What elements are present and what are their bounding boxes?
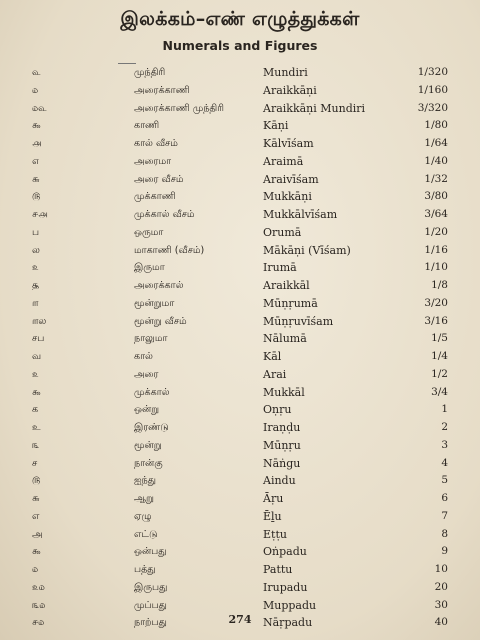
- transliteration: Āṛu: [263, 492, 284, 505]
- transliteration: Araikkāl: [263, 279, 310, 292]
- table-row: [0, 117, 480, 135]
- tamil-numeral: ௬: [32, 493, 40, 504]
- transliteration: Nālumā: [263, 332, 307, 346]
- tamil-word: முக்கால் வீசம்: [134, 209, 195, 220]
- table-row: [0, 366, 480, 384]
- tamil-word: அரை வீசம்: [134, 173, 184, 185]
- transliteration: Mākāṇi (Vīśam): [263, 243, 351, 257]
- tamil-word: நாற்பது: [134, 617, 167, 629]
- numeric-value: 1/40: [424, 154, 448, 167]
- table-row: [0, 153, 480, 171]
- tamil-numeral: உ: [32, 422, 41, 433]
- numeric-value: 3/80: [424, 190, 448, 203]
- transliteration: Muppadu: [263, 598, 317, 612]
- tamil-word: கால் வீசம்: [134, 138, 178, 149]
- tamil-numeral: ௰: [32, 564, 39, 575]
- table-row: [0, 82, 480, 100]
- page-title-english: Numerals and Figures: [162, 38, 318, 53]
- table-row: [0, 543, 480, 561]
- table-row: [0, 579, 480, 597]
- tamil-word: கால்: [134, 351, 153, 362]
- table-row: [0, 490, 480, 508]
- tamil-numeral: ௪௰: [32, 617, 45, 629]
- table-row: [0, 561, 480, 579]
- numeric-value: 1/2: [431, 367, 448, 380]
- numeric-value: 1/10: [424, 261, 448, 274]
- numeric-value: 3/16: [424, 314, 448, 327]
- numeric-value: 30: [434, 598, 448, 611]
- tamil-word: முக்கால்: [134, 386, 170, 398]
- numeric-value: 3/320: [417, 101, 448, 114]
- table-row: [0, 259, 480, 277]
- tamil-word: அரைமா: [134, 155, 172, 167]
- numeric-value: 1: [441, 403, 448, 416]
- numeric-value: 1/8: [431, 279, 448, 291]
- table-row: [0, 242, 480, 260]
- table-row: [0, 64, 480, 82]
- tamil-numeral: ௩௰: [32, 599, 46, 611]
- numeric-value: 1/64: [424, 137, 448, 149]
- numeric-value: 1/320: [417, 66, 448, 78]
- table-row: [0, 526, 480, 544]
- page-number: 274: [228, 613, 252, 626]
- table-row: [0, 295, 480, 313]
- transliteration: Araimā: [263, 154, 304, 168]
- transliteration: Ēḻu: [263, 509, 282, 523]
- transliteration: Oṅpadu: [263, 545, 307, 559]
- table-row: [0, 508, 480, 526]
- table-row: [0, 455, 480, 473]
- transliteration: Irupadu: [263, 580, 308, 594]
- transliteration: Nāṅgu: [263, 456, 301, 470]
- numeric-value: 20: [434, 580, 448, 593]
- transliteration: Irumā: [263, 261, 297, 275]
- tamil-numeral: ௳: [32, 67, 41, 78]
- transliteration: Orumā: [263, 225, 302, 239]
- tamil-word: பத்து: [134, 564, 156, 575]
- transliteration: Iraṇḍu: [263, 421, 301, 434]
- transliteration: Mūṇṛu: [263, 438, 301, 452]
- tamil-numeral: ௩: [32, 439, 40, 451]
- transliteration: Mukkālvīśam: [263, 208, 338, 221]
- transliteration: Aindu: [263, 474, 296, 488]
- transliteration: Mūṇṛuvīśam: [263, 314, 334, 328]
- table-row: [0, 100, 480, 118]
- numeric-value: 3/20: [424, 296, 448, 309]
- tamil-numeral: ௫: [32, 475, 41, 487]
- tamil-numeral: ௨: [32, 368, 39, 380]
- table-row: [0, 472, 480, 490]
- numeric-value: 1/5: [431, 332, 448, 345]
- table-row: [0, 597, 480, 615]
- tamil-numeral: அ: [32, 528, 43, 540]
- tamil-word: நாலுமா: [134, 333, 168, 345]
- transliteration: Mundiri: [263, 66, 308, 79]
- tamil-numeral: ல: [32, 244, 40, 256]
- transliteration: Kālvīśam: [263, 137, 314, 150]
- transliteration: Oṇṛu: [263, 403, 292, 417]
- tamil-word: மூன்று: [134, 439, 162, 451]
- table-row: [0, 135, 480, 153]
- tamil-numeral: ௪௮: [32, 209, 48, 220]
- tamil-word: மூன்றுமா: [134, 297, 175, 309]
- table-row: [0, 401, 480, 419]
- tamil-numeral: ௱: [32, 297, 39, 309]
- tamil-word: ஒருமா: [134, 226, 164, 238]
- tamil-numeral: ௱ல: [32, 315, 47, 327]
- numeric-value: 5: [441, 474, 448, 487]
- tamil-numeral: ௲: [32, 280, 40, 291]
- tamil-numeral: ௯: [32, 120, 41, 132]
- numeric-value: 7: [441, 509, 448, 522]
- table-row: [0, 384, 480, 402]
- tamil-numeral: எ: [32, 510, 40, 522]
- tamil-word: இருமா: [134, 262, 165, 274]
- transliteration: Nāṛpadu: [263, 616, 313, 630]
- page-title-tamil: இலக்கம்–எண் எழுத்துக்கள்: [120, 8, 360, 30]
- numeric-value: 3/4: [431, 385, 448, 398]
- tamil-numeral: ௮: [32, 138, 42, 149]
- tamil-word: ஐந்து: [134, 475, 156, 487]
- tamil-word: அரைக்கால்: [134, 280, 184, 291]
- transliteration: Araivīśam: [263, 172, 319, 186]
- tamil-word: முப்பது: [134, 599, 167, 611]
- numeric-value: 1/20: [424, 225, 448, 238]
- tamil-numeral: ௯: [32, 386, 41, 398]
- numeric-value: 3: [441, 438, 448, 451]
- numeric-value: 2: [441, 421, 448, 433]
- tamil-word: அரைக்காணி: [134, 84, 190, 96]
- numeric-value: 1/4: [431, 350, 448, 362]
- table-row: [0, 348, 480, 366]
- table-row: [0, 188, 480, 206]
- numeric-value: 4: [441, 456, 448, 469]
- table-row: [0, 419, 480, 437]
- numeric-value: 10: [434, 563, 448, 575]
- tamil-numeral: க: [32, 404, 39, 416]
- transliteration: Araikkāṇi: [263, 83, 317, 97]
- tamil-word: இரண்டு: [134, 422, 169, 433]
- numeric-value: 9: [441, 545, 448, 558]
- numeric-value: 1/80: [424, 119, 448, 132]
- transliteration: Araikkāṇi Mundiri: [263, 101, 366, 115]
- tamil-numeral: ௨: [32, 262, 39, 274]
- tamil-word: ஏழு: [134, 510, 152, 522]
- tamil-numeral: ௭: [32, 155, 40, 167]
- tamil-numeral: சப: [32, 333, 45, 345]
- numeric-value: 3/64: [424, 208, 448, 220]
- tamil-word: அரைக்காணி முந்திரி: [134, 102, 224, 114]
- tamil-word: ஒன்று: [134, 404, 160, 416]
- transliteration: Mūṇṛumā: [263, 296, 318, 310]
- numeric-value: 1/32: [424, 172, 448, 185]
- transliteration: Eṭṭu: [263, 527, 287, 541]
- tamil-word: காணி: [134, 120, 160, 132]
- transliteration: Mukkāṇi: [263, 190, 312, 204]
- table-row: [0, 277, 480, 295]
- tamil-word: நான்கு: [134, 457, 163, 469]
- numeric-value: 1/16: [424, 243, 448, 256]
- tamil-numeral: ப: [32, 226, 40, 238]
- transliteration: Mukkāl: [263, 385, 305, 399]
- tamil-numeral: ௬: [32, 173, 40, 185]
- tamil-word: முந்திரி: [134, 67, 166, 78]
- tamil-word: ஒன்பது: [134, 546, 167, 558]
- tamil-word: மூன்று வீசம்: [134, 315, 187, 327]
- transliteration: Pattu: [263, 563, 293, 576]
- table-row: [0, 313, 480, 331]
- numerals-table: [0, 64, 480, 632]
- tamil-numeral: ௰௳: [32, 102, 47, 114]
- numeric-value: 6: [441, 492, 448, 504]
- tamil-numeral: ௨௰: [32, 581, 45, 593]
- table-row: [0, 171, 480, 189]
- table-row: [0, 437, 480, 455]
- table-row: [0, 206, 480, 224]
- table-row: [0, 330, 480, 348]
- transliteration: Kāl: [263, 350, 282, 363]
- tamil-numeral: ௯: [32, 546, 41, 558]
- numeric-value: 40: [434, 616, 448, 629]
- tamil-numeral: ௰: [32, 84, 39, 96]
- tamil-numeral: வ: [32, 351, 42, 362]
- tamil-word: முக்காணி: [134, 191, 176, 203]
- transliteration: Arai: [263, 367, 287, 381]
- numeric-value: 1/160: [417, 83, 448, 96]
- tamil-numeral: ௫: [32, 191, 41, 203]
- table-row: [0, 224, 480, 242]
- tamil-word: அரை: [134, 368, 159, 380]
- tamil-word: இருபது: [134, 581, 168, 593]
- numeric-value: 8: [441, 527, 448, 540]
- tamil-numeral: ச: [32, 457, 38, 469]
- tamil-word: மாகாணி (வீசம்): [134, 244, 205, 256]
- tamil-word: எட்டு: [134, 528, 158, 540]
- tamil-word: ஆறு: [134, 493, 154, 504]
- transliteration: Kāṇi: [263, 119, 289, 133]
